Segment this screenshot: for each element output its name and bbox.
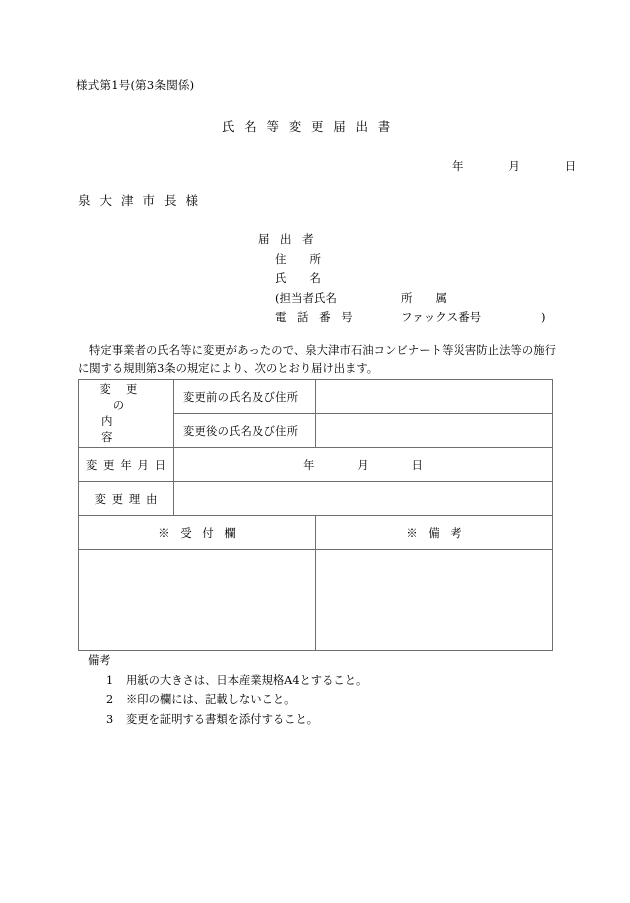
- change-date-value: 年 月 日: [303, 458, 439, 472]
- after-change-label: 変更後の氏名及び住所: [183, 424, 299, 438]
- phone-label: 電 話 番 号: [275, 310, 357, 324]
- form-code-label: 様式第1号(第3条関係): [76, 78, 195, 92]
- change-reason-value-cell[interactable]: [174, 482, 553, 516]
- receipt-column-header: ※受付欄: [158, 526, 247, 540]
- after-change-label-cell: [174, 414, 316, 448]
- receipt-value-cell[interactable]: [79, 550, 316, 651]
- body-paragraph: [78, 342, 556, 377]
- receipt-column-header-cell: [79, 516, 316, 550]
- note-number: 3: [106, 712, 114, 726]
- after-change-value-cell[interactable]: [316, 414, 553, 448]
- change-date-label-cell: [79, 448, 174, 482]
- note-item: [88, 710, 367, 730]
- remarks-column-header-cell: [316, 516, 553, 550]
- submitter-heading: 届 出 者: [258, 232, 318, 246]
- closing-paren: ): [541, 310, 546, 324]
- change-reason-label: 変更理由: [94, 492, 164, 506]
- table-row-official-headers: [79, 516, 553, 550]
- note-item: [88, 671, 367, 691]
- table-row-before-change: [79, 380, 553, 414]
- note-text: 用紙の大きさは、日本産業規格A4とすること。: [126, 673, 368, 687]
- note-text: 変更を証明する書類を添付すること。: [126, 712, 319, 726]
- table-row-change-date: [79, 448, 553, 482]
- note-number: 2: [106, 693, 114, 706]
- document-title: 氏名等変更届出書: [222, 119, 401, 134]
- before-change-label-cell: [174, 380, 316, 414]
- submitter-heading-row: [258, 230, 356, 250]
- change-date-label: 変更年月日: [86, 458, 172, 472]
- change-reason-label-cell: [79, 482, 174, 516]
- change-notification-table: [78, 379, 553, 651]
- submitter-block: [258, 230, 546, 328]
- change-content-label-line1-text: 変更の: [99, 382, 153, 412]
- note-number: 1: [106, 673, 114, 687]
- submitter-name-label: 氏 名: [275, 271, 321, 285]
- before-change-label: 変更前の氏名及び住所: [183, 390, 299, 404]
- note-text: ※印の欄には、記載しないこと。: [126, 693, 296, 706]
- submitter-address-label: 住 所: [275, 251, 321, 266]
- table-row-change-reason: [79, 482, 553, 516]
- submitter-phone-row: [258, 308, 546, 328]
- affiliation-label: 所 属: [401, 290, 447, 305]
- fax-label: ファックス番号: [401, 310, 482, 324]
- change-content-label-line2-text: 内容: [101, 414, 151, 444]
- remarks-value-cell[interactable]: [316, 550, 553, 651]
- body-paragraph-text: 特定事業者の氏名等に変更があったので、泉大津市石油コンビナート等災害防止法等の施行に関する規則第3条の規定により、次のとおり届け出ます。: [78, 344, 556, 375]
- change-content-label-cell: [79, 380, 174, 448]
- contact-name-label: (担当者氏名: [275, 290, 337, 305]
- before-change-value-cell[interactable]: [316, 380, 553, 414]
- submitter-name-row: [258, 269, 356, 289]
- addressee-label: 泉大津市長様: [78, 193, 208, 208]
- note-item: [88, 690, 367, 710]
- submission-date-line: 年 月 日: [452, 159, 593, 173]
- submitter-address-row: [258, 250, 356, 270]
- submitter-contact-row: [258, 289, 447, 309]
- notes-section: [88, 651, 367, 729]
- change-date-value-cell[interactable]: [174, 448, 553, 482]
- remarks-column-header: ※備考: [406, 526, 473, 540]
- table-row-official-boxes: [79, 550, 553, 651]
- notes-heading: 備考: [88, 654, 111, 667]
